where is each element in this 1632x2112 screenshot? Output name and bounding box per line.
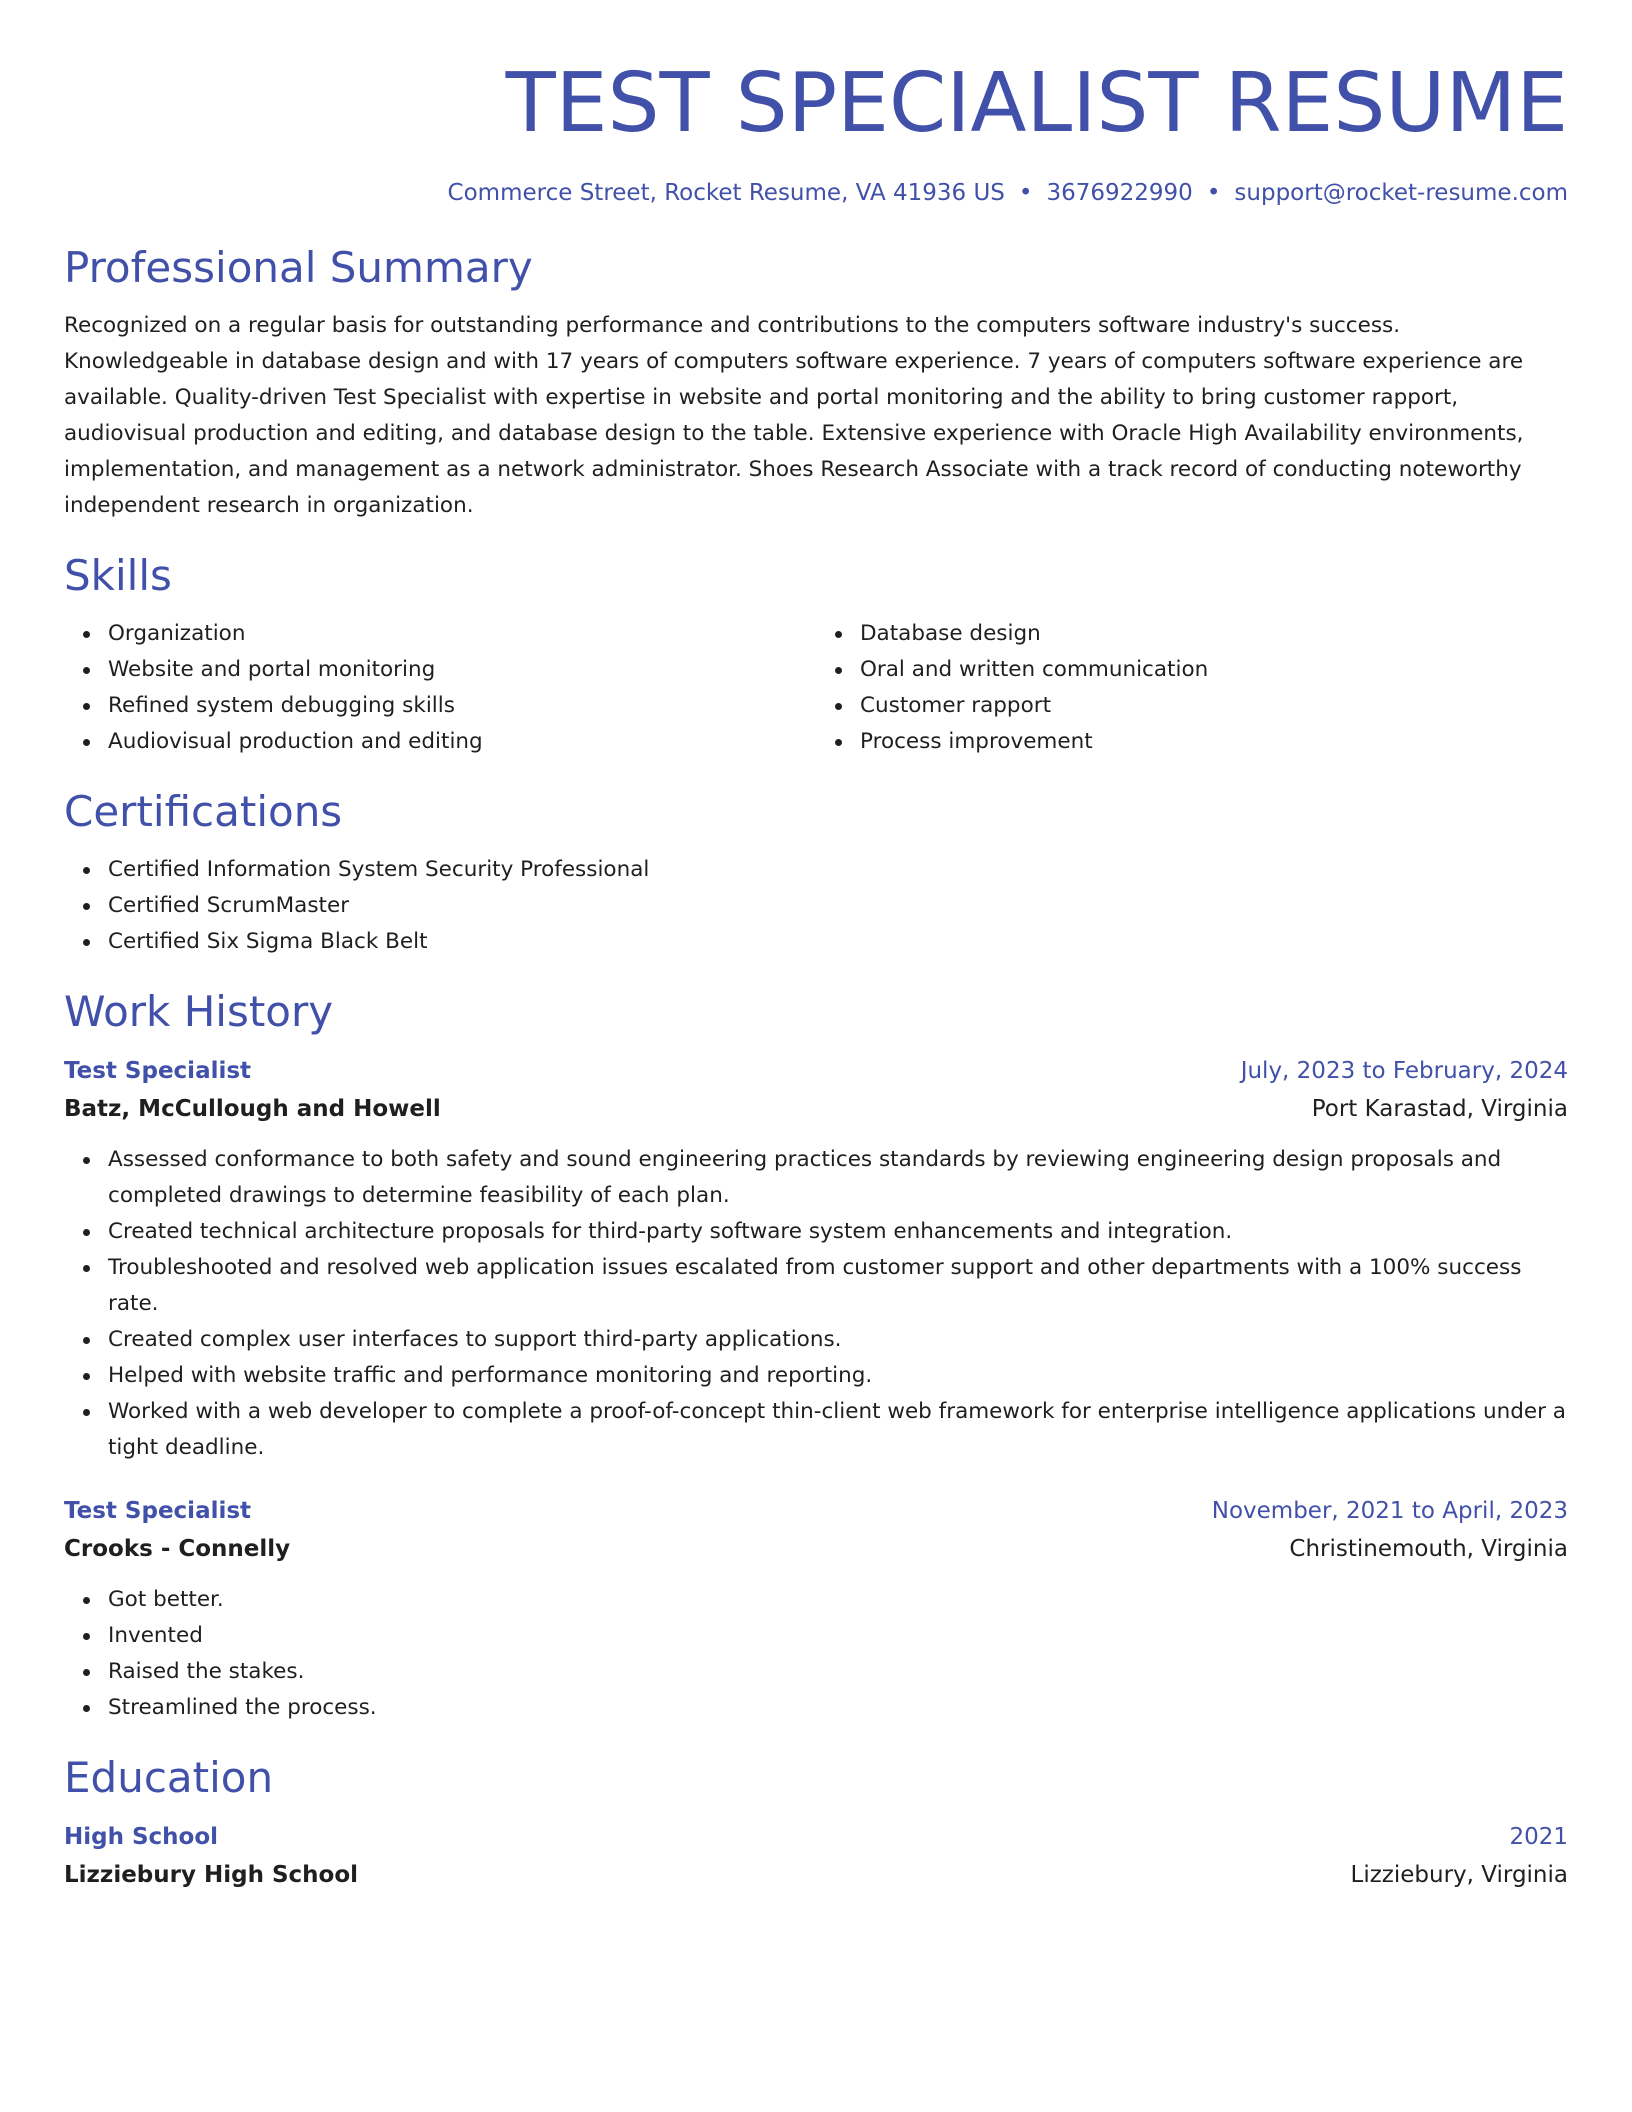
skills-grid xyxy=(64,616,1568,760)
skill-item: Refined system debugging skills xyxy=(108,688,816,724)
skill-item: Database design xyxy=(860,616,1568,652)
contact-info xyxy=(64,176,1568,210)
job-header xyxy=(64,1492,1568,1530)
skill-item: Process improvement xyxy=(860,724,1568,760)
job-bullet: Created complex user interfaces to support third-party applications. xyxy=(108,1322,1568,1358)
contact-address: Commerce Street, Rocket Resume, VA 41936 US xyxy=(447,180,1005,206)
education-section xyxy=(64,1752,1568,1894)
skills-column-right xyxy=(816,616,1568,760)
certifications-heading: Certifications xyxy=(64,787,343,836)
job-title: Test Specialist xyxy=(64,1058,252,1084)
job-subheader xyxy=(64,1530,1568,1568)
job-company: Crooks - Connelly xyxy=(64,1536,291,1562)
job-dates: November, 2021 to April, 2023 xyxy=(1211,1498,1568,1524)
certifications-section xyxy=(64,786,1568,960)
skill-item: Website and portal monitoring xyxy=(108,652,816,688)
job-entry xyxy=(64,1492,1568,1726)
education-subheader xyxy=(64,1856,1568,1894)
certifications-list xyxy=(64,852,1568,960)
job-bullets xyxy=(64,1582,1568,1726)
job-bullet: Worked with a web developer to complete a proof-of-concept thin-client web framework for enterprise intelligence applications under a tight deadline. xyxy=(108,1394,1568,1466)
education-entry xyxy=(64,1818,1568,1894)
job-bullet: Got better. xyxy=(108,1582,1568,1618)
job-location: Christinemouth, Virginia xyxy=(1289,1536,1568,1562)
job-bullet: Troubleshooted and resolved web application issues escalated from customer support and other departments with a 100% success rate. xyxy=(108,1250,1568,1322)
skills-section xyxy=(64,550,1568,760)
skill-item: Organization xyxy=(108,616,816,652)
job-dates: July, 2023 to February, 2024 xyxy=(1240,1058,1568,1084)
certification-item: Certified Information System Security Professional xyxy=(108,852,1568,888)
education-school: Lizziebury High School xyxy=(64,1862,359,1888)
skills-heading: Skills xyxy=(64,551,172,600)
contact-phone: 3676922990 xyxy=(1046,180,1193,206)
summary-heading: Professional Summary xyxy=(64,243,533,292)
education-heading: Education xyxy=(64,1753,274,1802)
skill-item: Oral and written communication xyxy=(860,652,1568,688)
job-subheader xyxy=(64,1090,1568,1128)
work-history-heading: Work History xyxy=(64,987,334,1036)
job-bullet: Invented xyxy=(108,1618,1568,1654)
education-year: 2021 xyxy=(1509,1824,1568,1850)
job-title: Test Specialist xyxy=(64,1498,252,1524)
job-bullet: Raised the stakes. xyxy=(108,1654,1568,1690)
summary-text: Recognized on a regular basis for outstanding performance and contributions to the computers software industry's success. Knowledgeable in database design and with 17 years of computers software experience. 7 years of computers software experience are available. Quality-driven Test Specialist with expertise in website and portal monitoring and the ability to bring customer rapport, audiovisual production and editing, and database design to the table. Extensive experience with Oracle High Availability environments, implementation, and management as a network administrator. Shoes Research Associate with a track record of conducting noteworthy independent research in organization. xyxy=(64,313,1524,518)
work-history-section xyxy=(64,986,1568,1726)
certification-item: Certified ScrumMaster xyxy=(108,888,1568,924)
job-bullet: Helped with website traffic and performance monitoring and reporting. xyxy=(108,1358,1568,1394)
skill-item: Customer rapport xyxy=(860,688,1568,724)
contact-separator: • xyxy=(1206,180,1221,206)
resume-title: TEST SPECIALIST RESUME xyxy=(505,56,1568,151)
contact-separator: • xyxy=(1018,180,1033,206)
skill-item: Audiovisual production and editing xyxy=(108,724,816,760)
job-header xyxy=(64,1052,1568,1090)
contact-email[interactable]: support@rocket-resume.com xyxy=(1234,180,1568,206)
job-bullet: Created technical architecture proposals for third-party software system enhancements and integration. xyxy=(108,1214,1568,1250)
job-bullets xyxy=(64,1142,1568,1466)
job-bullet: Streamlined the process. xyxy=(108,1690,1568,1726)
job-entry xyxy=(64,1052,1568,1466)
certification-item: Certified Six Sigma Black Belt xyxy=(108,924,1568,960)
job-location: Port Karastad, Virginia xyxy=(1311,1096,1568,1122)
skills-column-left xyxy=(64,616,816,760)
education-location: Lizziebury, Virginia xyxy=(1350,1862,1568,1888)
education-header xyxy=(64,1818,1568,1856)
job-bullet: Assessed conformance to both safety and sound engineering practices standards by reviewing engineering design proposals and completed drawings to determine feasibility of each plan. xyxy=(108,1142,1568,1214)
job-company: Batz, McCullough and Howell xyxy=(64,1096,441,1122)
summary-section xyxy=(64,242,1568,524)
education-degree: High School xyxy=(64,1824,219,1850)
